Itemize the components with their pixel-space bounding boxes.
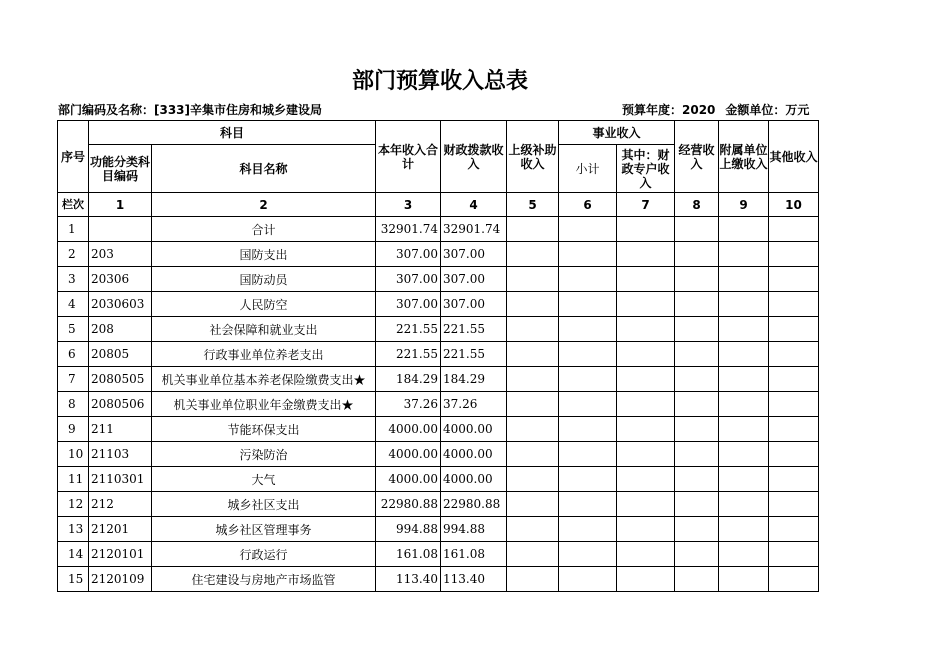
row-number: 11 bbox=[58, 467, 89, 492]
row-superior bbox=[507, 342, 559, 367]
row-operating bbox=[675, 567, 719, 592]
row-business-subtotal bbox=[559, 517, 617, 542]
col-num: 4 bbox=[441, 193, 507, 217]
header-business: 事业收入 bbox=[559, 121, 675, 145]
row-total: 221.55 bbox=[376, 342, 441, 367]
budget-income-table bbox=[57, 120, 819, 592]
col-num: 8 bbox=[675, 193, 719, 217]
budget-year: 预算年度：2020 bbox=[622, 103, 716, 117]
row-affiliated bbox=[719, 342, 769, 367]
header-fiscal: 财政拨款收入 bbox=[441, 121, 507, 193]
row-func-code: 21201 bbox=[89, 517, 152, 542]
row-operating bbox=[675, 492, 719, 517]
row-total: 113.40 bbox=[376, 567, 441, 592]
row-operating bbox=[675, 267, 719, 292]
row-number: 13 bbox=[58, 517, 89, 542]
row-func-code: 2120101 bbox=[89, 542, 152, 567]
row-total: 184.29 bbox=[376, 367, 441, 392]
row-superior bbox=[507, 442, 559, 467]
row-func-code: 203 bbox=[89, 242, 152, 267]
row-affiliated bbox=[719, 492, 769, 517]
row-total: 307.00 bbox=[376, 267, 441, 292]
row-affiliated bbox=[719, 567, 769, 592]
row-affiliated bbox=[719, 417, 769, 442]
table-row bbox=[58, 292, 819, 317]
row-superior bbox=[507, 492, 559, 517]
col-num: 9 bbox=[719, 193, 769, 217]
row-number: 5 bbox=[58, 317, 89, 342]
row-special bbox=[617, 317, 675, 342]
header-func-code: 功能分类科目编码 bbox=[89, 145, 152, 193]
header-subject: 科目 bbox=[89, 121, 376, 145]
row-subject-name: 国防动员 bbox=[152, 267, 376, 292]
row-operating bbox=[675, 342, 719, 367]
row-func-code: 2030603 bbox=[89, 292, 152, 317]
header-total: 本年收入合计 bbox=[376, 121, 441, 193]
row-superior bbox=[507, 392, 559, 417]
row-subject-name: 行政事业单位养老支出 bbox=[152, 342, 376, 367]
row-subject-name: 城乡社区管理事务 bbox=[152, 517, 376, 542]
row-operating bbox=[675, 217, 719, 242]
row-special bbox=[617, 267, 675, 292]
row-func-code: 2110301 bbox=[89, 467, 152, 492]
table-row bbox=[58, 242, 819, 267]
table-row bbox=[58, 367, 819, 392]
row-other bbox=[769, 567, 819, 592]
row-fiscal: 994.88 bbox=[441, 517, 507, 542]
page-title: 部门预算收入总表 bbox=[351, 69, 528, 94]
row-fiscal: 221.55 bbox=[441, 342, 507, 367]
row-special bbox=[617, 392, 675, 417]
table-row bbox=[58, 442, 819, 467]
row-number: 3 bbox=[58, 267, 89, 292]
row-other bbox=[769, 467, 819, 492]
row-fiscal: 184.29 bbox=[441, 367, 507, 392]
header-other: 其他收入 bbox=[769, 121, 819, 193]
row-fiscal: 4000.00 bbox=[441, 417, 507, 442]
row-superior bbox=[507, 242, 559, 267]
row-fiscal: 307.00 bbox=[441, 242, 507, 267]
row-number: 2 bbox=[58, 242, 89, 267]
row-fiscal: 307.00 bbox=[441, 292, 507, 317]
row-fiscal: 37.26 bbox=[441, 392, 507, 417]
row-special bbox=[617, 467, 675, 492]
row-business-subtotal bbox=[559, 392, 617, 417]
row-total: 307.00 bbox=[376, 292, 441, 317]
row-other bbox=[769, 342, 819, 367]
row-special bbox=[617, 417, 675, 442]
amount-unit: 金额单位：万元 bbox=[725, 103, 810, 117]
row-business-subtotal bbox=[559, 242, 617, 267]
row-func-code: 212 bbox=[89, 492, 152, 517]
row-fiscal: 113.40 bbox=[441, 567, 507, 592]
col-num: 5 bbox=[507, 193, 559, 217]
row-business-subtotal bbox=[559, 317, 617, 342]
row-number: 6 bbox=[58, 342, 89, 367]
row-special bbox=[617, 542, 675, 567]
row-affiliated bbox=[719, 367, 769, 392]
row-func-code: 2080506 bbox=[89, 392, 152, 417]
row-affiliated bbox=[719, 317, 769, 342]
row-subject-name: 大气 bbox=[152, 467, 376, 492]
row-other bbox=[769, 367, 819, 392]
header-superior: 上级补助收入 bbox=[507, 121, 559, 193]
row-other bbox=[769, 217, 819, 242]
row-business-subtotal bbox=[559, 442, 617, 467]
row-special bbox=[617, 367, 675, 392]
row-total: 307.00 bbox=[376, 242, 441, 267]
row-fiscal: 32901.74 bbox=[441, 217, 507, 242]
row-affiliated bbox=[719, 542, 769, 567]
budget-meta bbox=[622, 101, 819, 118]
row-other bbox=[769, 317, 819, 342]
row-affiliated bbox=[719, 467, 769, 492]
header-subject-name: 科目名称 bbox=[152, 145, 376, 193]
header-special: 其中：财政专户收入 bbox=[617, 145, 675, 193]
row-subject-name: 污染防治 bbox=[152, 442, 376, 467]
row-special bbox=[617, 217, 675, 242]
row-operating bbox=[675, 517, 719, 542]
row-number: 4 bbox=[58, 292, 89, 317]
row-operating bbox=[675, 242, 719, 267]
row-total: 32901.74 bbox=[376, 217, 441, 242]
row-total: 4000.00 bbox=[376, 467, 441, 492]
row-other bbox=[769, 267, 819, 292]
row-superior bbox=[507, 417, 559, 442]
row-superior bbox=[507, 367, 559, 392]
row-subject-name: 城乡社区支出 bbox=[152, 492, 376, 517]
row-subject-name: 人民防空 bbox=[152, 292, 376, 317]
row-func-code: 2080505 bbox=[89, 367, 152, 392]
row-other bbox=[769, 242, 819, 267]
row-special bbox=[617, 567, 675, 592]
row-number: 7 bbox=[58, 367, 89, 392]
row-affiliated bbox=[719, 442, 769, 467]
row-subject-name: 机关事业单位职业年金缴费支出★ bbox=[152, 392, 376, 417]
table-row bbox=[58, 217, 819, 242]
row-superior bbox=[507, 292, 559, 317]
col-num: 3 bbox=[376, 193, 441, 217]
row-total: 994.88 bbox=[376, 517, 441, 542]
row-subject-name: 合计 bbox=[152, 217, 376, 242]
row-affiliated bbox=[719, 392, 769, 417]
row-special bbox=[617, 242, 675, 267]
row-fiscal: 22980.88 bbox=[441, 492, 507, 517]
row-func-code: 21103 bbox=[89, 442, 152, 467]
row-business-subtotal bbox=[559, 217, 617, 242]
row-number: 1 bbox=[58, 217, 89, 242]
row-number: 15 bbox=[58, 567, 89, 592]
row-func-code: 20306 bbox=[89, 267, 152, 292]
row-subject-name: 机关事业单位基本养老保险缴费支出★ bbox=[152, 367, 376, 392]
row-special bbox=[617, 342, 675, 367]
row-number: 10 bbox=[58, 442, 89, 467]
row-other bbox=[769, 417, 819, 442]
row-func-code: 2120109 bbox=[89, 567, 152, 592]
row-business-subtotal bbox=[559, 542, 617, 567]
row-total: 22980.88 bbox=[376, 492, 441, 517]
row-business-subtotal bbox=[559, 342, 617, 367]
row-total: 161.08 bbox=[376, 542, 441, 567]
row-operating bbox=[675, 317, 719, 342]
row-business-subtotal bbox=[559, 417, 617, 442]
col-num: 2 bbox=[152, 193, 376, 217]
header-seq: 序号 bbox=[58, 121, 89, 193]
row-business-subtotal bbox=[559, 267, 617, 292]
row-subject-name: 节能环保支出 bbox=[152, 417, 376, 442]
table-row bbox=[58, 417, 819, 442]
table-row bbox=[58, 392, 819, 417]
row-subject-name: 国防支出 bbox=[152, 242, 376, 267]
row-number: 8 bbox=[58, 392, 89, 417]
row-business-subtotal bbox=[559, 367, 617, 392]
row-other bbox=[769, 492, 819, 517]
header-col-label: 栏次 bbox=[58, 193, 89, 217]
row-business-subtotal bbox=[559, 467, 617, 492]
row-affiliated bbox=[719, 242, 769, 267]
row-func-code: 208 bbox=[89, 317, 152, 342]
row-business-subtotal bbox=[559, 292, 617, 317]
row-fiscal: 4000.00 bbox=[441, 442, 507, 467]
col-num: 7 bbox=[617, 193, 675, 217]
row-operating bbox=[675, 542, 719, 567]
row-fiscal: 161.08 bbox=[441, 542, 507, 567]
header-affiliated: 附属单位上缴收入 bbox=[719, 121, 769, 193]
row-superior bbox=[507, 267, 559, 292]
table-row bbox=[58, 317, 819, 342]
row-total: 4000.00 bbox=[376, 417, 441, 442]
row-other bbox=[769, 292, 819, 317]
row-subject-name: 行政运行 bbox=[152, 542, 376, 567]
row-func-code: 211 bbox=[89, 417, 152, 442]
row-special bbox=[617, 292, 675, 317]
table-row bbox=[58, 517, 819, 542]
table-row bbox=[58, 267, 819, 292]
table-row bbox=[58, 342, 819, 367]
row-superior bbox=[507, 317, 559, 342]
header-subtotal: 小计 bbox=[559, 145, 617, 193]
row-superior bbox=[507, 542, 559, 567]
row-other bbox=[769, 392, 819, 417]
row-special bbox=[617, 442, 675, 467]
header-operating: 经营收入 bbox=[675, 121, 719, 193]
row-fiscal: 4000.00 bbox=[441, 467, 507, 492]
table-row bbox=[58, 542, 819, 567]
row-total: 37.26 bbox=[376, 392, 441, 417]
row-superior bbox=[507, 217, 559, 242]
row-total: 4000.00 bbox=[376, 442, 441, 467]
table-row bbox=[58, 467, 819, 492]
row-special bbox=[617, 492, 675, 517]
row-operating bbox=[675, 442, 719, 467]
row-affiliated bbox=[719, 292, 769, 317]
col-num: 1 bbox=[89, 193, 152, 217]
row-other bbox=[769, 542, 819, 567]
department-info: 部门编码及名称：[333]辛集市住房和城乡建设局 bbox=[58, 103, 323, 117]
row-total: 221.55 bbox=[376, 317, 441, 342]
row-number: 14 bbox=[58, 542, 89, 567]
row-operating bbox=[675, 367, 719, 392]
row-subject-name: 住宅建设与房地产市场监管 bbox=[152, 567, 376, 592]
row-fiscal: 307.00 bbox=[441, 267, 507, 292]
row-other bbox=[769, 517, 819, 542]
row-affiliated bbox=[719, 517, 769, 542]
row-number: 12 bbox=[58, 492, 89, 517]
row-subject-name: 社会保障和就业支出 bbox=[152, 317, 376, 342]
table-row bbox=[58, 567, 819, 592]
row-business-subtotal bbox=[559, 567, 617, 592]
row-operating bbox=[675, 292, 719, 317]
row-number: 9 bbox=[58, 417, 89, 442]
row-superior bbox=[507, 517, 559, 542]
col-num: 6 bbox=[559, 193, 617, 217]
row-operating bbox=[675, 392, 719, 417]
col-num: 10 bbox=[769, 193, 819, 217]
row-business-subtotal bbox=[559, 492, 617, 517]
row-operating bbox=[675, 467, 719, 492]
row-func-code bbox=[89, 217, 152, 242]
row-operating bbox=[675, 417, 719, 442]
row-affiliated bbox=[719, 267, 769, 292]
row-fiscal: 221.55 bbox=[441, 317, 507, 342]
row-func-code: 20805 bbox=[89, 342, 152, 367]
row-special bbox=[617, 517, 675, 542]
row-superior bbox=[507, 567, 559, 592]
row-affiliated bbox=[719, 217, 769, 242]
row-superior bbox=[507, 467, 559, 492]
row-other bbox=[769, 442, 819, 467]
table-row bbox=[58, 492, 819, 517]
